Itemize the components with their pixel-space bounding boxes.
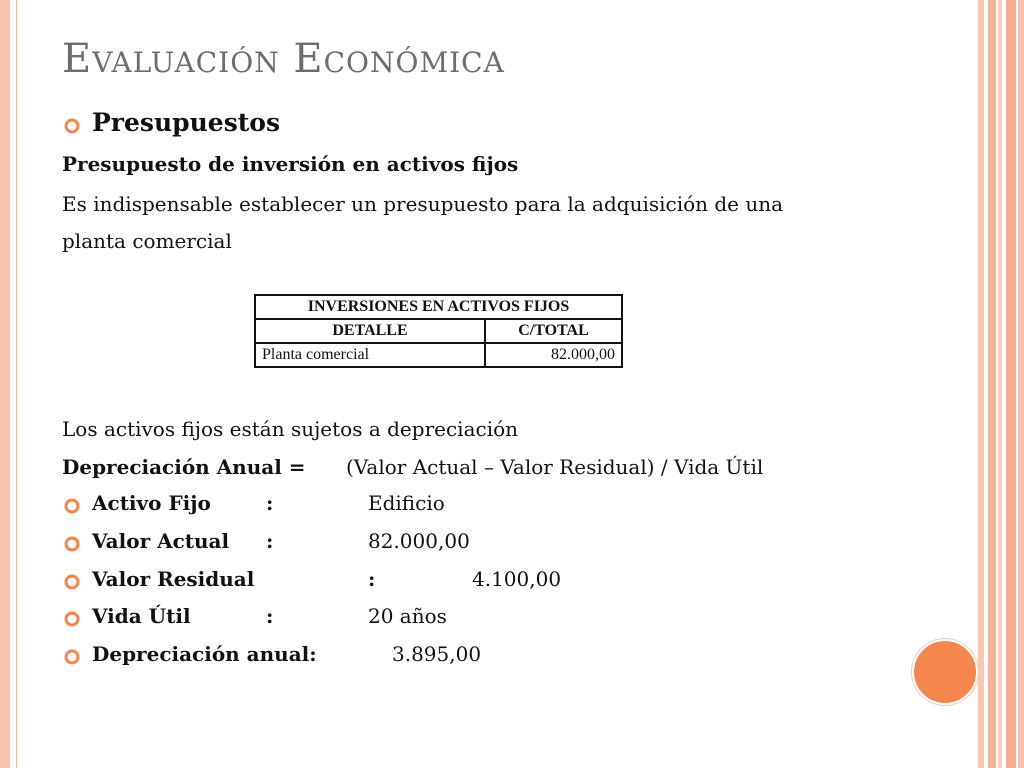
right-stripe [988,0,996,768]
item-separator: : [266,604,274,628]
item-label: Activo Fijo [92,491,211,515]
right-stripe [1018,0,1024,768]
left-decorative-bar [0,0,10,768]
item-value: Edificio [368,491,445,515]
slide-title: Evaluación Económica [62,36,505,82]
bullet-heading: Presupuestos [92,108,281,137]
item-separator: : [266,491,274,515]
bullet-icon [64,118,80,134]
intro-line: planta comercial [62,229,232,253]
table-title: INVERSIONES EN ACTIVOS FIJOS [255,295,622,319]
item-separator: : [266,529,274,553]
bullet-icon [64,611,80,627]
item-separator: : [368,567,376,591]
formula-expression: (Valor Actual – Valor Residual) / Vida Útil [346,455,764,479]
depreciation-note: Los activos fijos están sujetos a depreciación [62,417,519,441]
column-header: C/TOTAL [485,319,622,343]
subheading: Presupuesto de inversión en activos fijos [62,152,519,176]
table-title-row [255,295,622,319]
bullet-icon [64,649,80,665]
table-cell-total: 82.000,00 [485,343,622,367]
table-header-row [255,319,622,343]
formula-label: Depreciación Anual = [62,455,306,479]
bullet-icon [64,536,80,552]
investment-table [254,294,623,368]
table-row [255,343,622,367]
item-value: 20 años [368,604,447,628]
item-label: Valor Residual [92,567,255,591]
table-cell-detail: Planta comercial [255,343,485,367]
item-value: 82.000,00 [368,529,470,553]
item-label: Vida Útil [92,604,191,628]
column-header: DETALLE [255,319,485,343]
right-stripe [998,0,1002,768]
item-label: Valor Actual [92,529,230,553]
bullet-icon [64,498,80,514]
left-decorative-line [16,0,17,768]
intro-line: Es indispensable establecer un presupuesto para la adquisición de una [62,192,784,216]
item-value: 4.100,00 [472,567,562,591]
right-stripe [1006,0,1016,768]
bullet-icon [64,574,80,590]
item-label: Depreciación anual: [92,642,317,666]
orange-circle-decoration [912,639,978,705]
item-value: 3.895,00 [392,642,482,666]
right-stripe [978,0,984,768]
